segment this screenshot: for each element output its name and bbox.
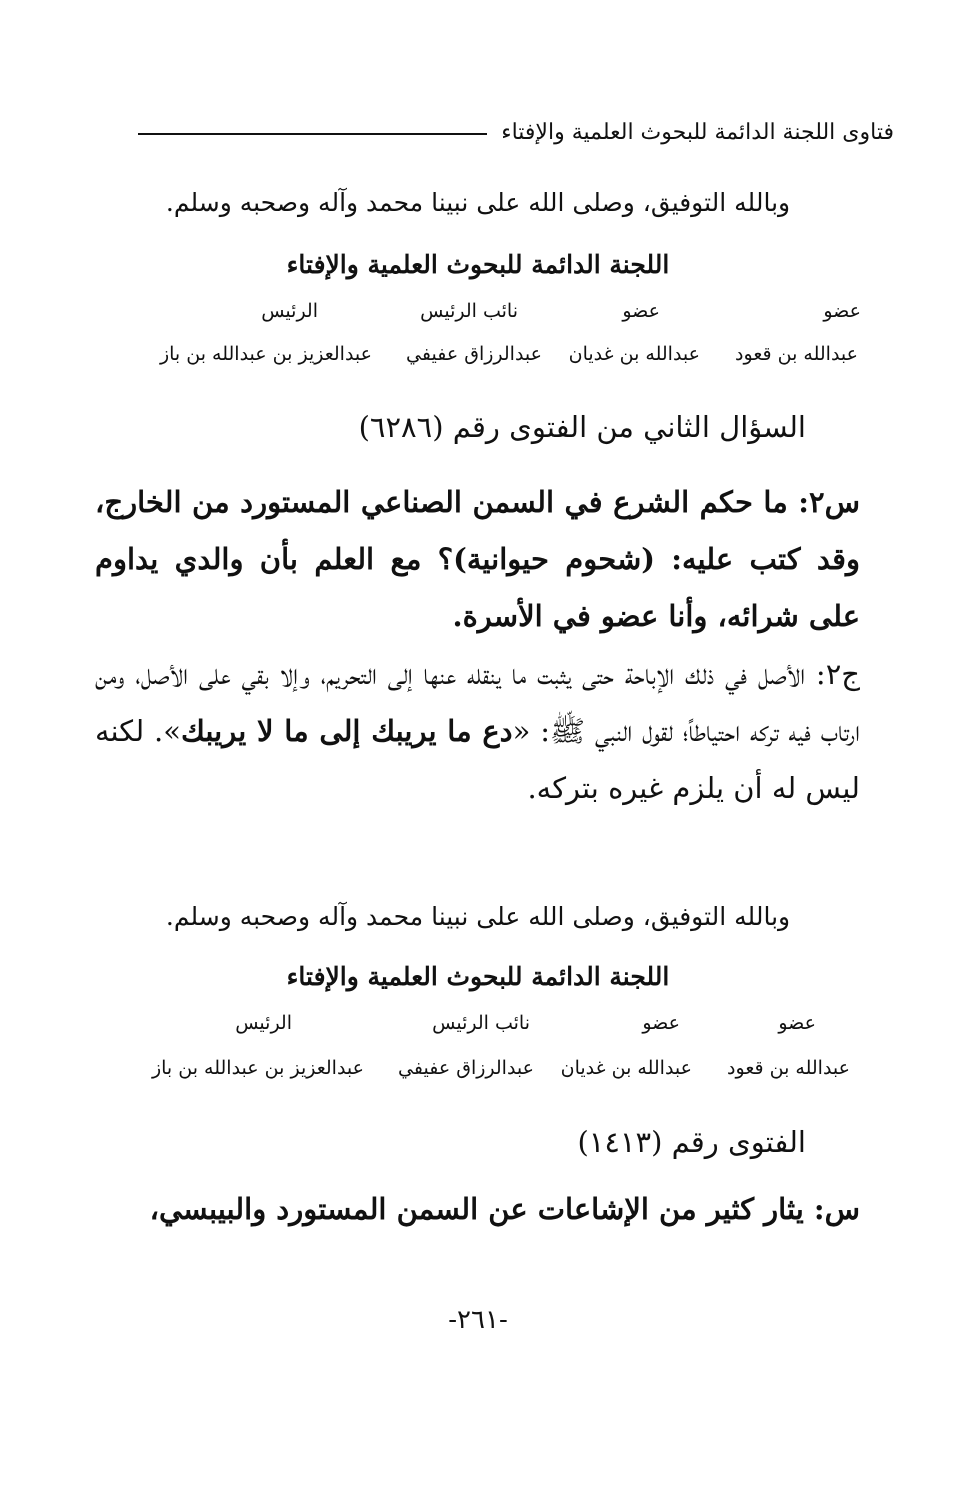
closing-formula-1: وبالله التوفيق، وصلى الله على نبينا محمد وآله وصحبه وسلم. [165,188,791,217]
closing-formula-2: وبالله التوفيق، وصلى الله على نبينا محمد وآله وصحبه وسلم. [165,902,791,931]
role-president: الرئيس [235,1012,292,1034]
role-member: عضو [778,1012,816,1034]
committee-name-2: اللجنة الدائمة للبحوث العلمية والإفتاء [286,962,670,991]
signatory-name: عبدالعزيز بن عبدالله بن باز [159,343,372,365]
running-header [138,112,894,152]
question-1: س٢: ما حكم الشرع في السمن الصناعي المستورد من الخارج، وقد كتب عليه: (شحوم حيوانية)؟ مع العلم بأن والدي يداوم على شرائه، وأنا عضو في الأسرة. [95,485,860,633]
signatory-names-1 [0,343,956,369]
answer-1 [95,646,860,817]
role-vice-president: نائب الرئيس [420,300,518,322]
signatory-name: عبدالله بن غديان [568,343,700,365]
signatory-name: عبدالله بن قعود [727,1057,850,1079]
signatory-roles-2 [0,1012,956,1038]
answer-text: ج٢: الأصل في ذلك الإباحة حتى يثبت ما ينقله عنها إلى التحريم، وإلا بقي على الأصل، ومن ارتاب فيه تركه احتياطاً؛ لقول النبي ﷺ: « [95,657,860,748]
running-head-title: فتاوى اللجنة الدائمة للبحوث العلمية والإفتاء [501,119,894,145]
answer-text-end: ». لكنه ليس له أن يلزم غيره بتركه. [95,714,860,805]
role-member: عضو [823,300,861,322]
question-2: س: يثار كثير من الإشاعات عن السمن المستورد والبيبسي، [149,1192,860,1226]
hadith-quote: دع ما يريبك إلى ما لا يريبك [180,714,513,748]
signatory-name: عبدالله بن قعود [735,343,858,365]
signatory-name: عبدالله بن غديان [560,1057,692,1079]
role-member: عضو [642,1012,680,1034]
header-rule [138,133,487,135]
fatwa-heading-1: السؤال الثاني من الفتوى رقم (٦٢٨٦) [358,410,806,444]
signatory-name: عبدالعزيز بن عبدالله بن باز [151,1057,364,1079]
role-vice-president: نائب الرئيس [432,1012,530,1034]
signatory-roles-1 [0,300,956,326]
signatory-name: عبدالرزاق عفيفي [398,1057,534,1079]
signatory-names-2 [0,1057,956,1083]
fatwa-heading-2: الفتوى رقم (١٤١٣) [577,1125,806,1159]
role-member: عضو [622,300,660,322]
signatory-name: عبدالرزاق عفيفي [406,343,542,365]
page-number: -٢٦١- [448,1305,508,1335]
committee-name-1: اللجنة الدائمة للبحوث العلمية والإفتاء [286,250,670,279]
role-president: الرئيس [261,300,318,322]
